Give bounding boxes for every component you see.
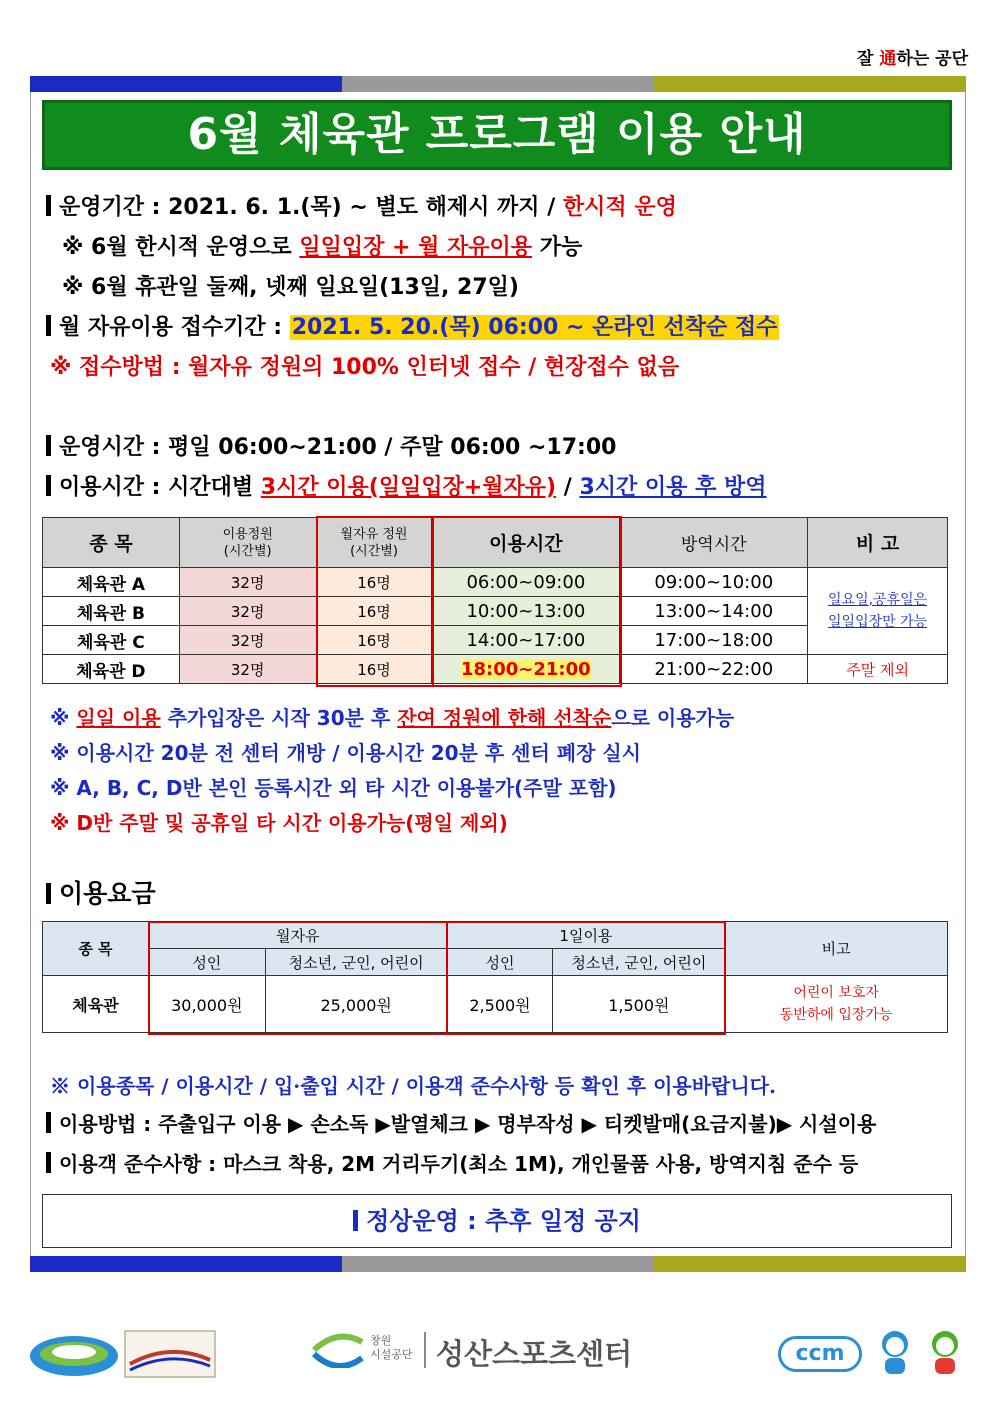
note-closed-days: ※ 6월 휴관일 둘째, 넷째 일요일(13일, 27일)	[62, 275, 519, 300]
operation-period: 운영기간 : 2021. 6. 1.(목) ~ 별도 해제시 까지 / 한시적 운영	[46, 190, 677, 221]
remark-2: ※ 이용시간 20분 전 센터 개방 / 이용시간 20분 후 센터 폐장 실시	[50, 741, 642, 765]
table-row: 체육관 A 32명 16명 06:00~09:00 09:00~10:00 일요일,공휴일은 일일입장만 가능	[43, 568, 948, 597]
mascot-green-icon	[922, 1328, 968, 1378]
remark-4: ※ D반 주말 및 공휴일 타 시간 이용가능(평일 제외)	[50, 811, 508, 835]
org-name: 창원 시설공단	[370, 1334, 413, 1361]
note-d: 주말 제외	[808, 655, 948, 684]
top-stripe	[30, 76, 966, 92]
registration-period: 월 자유이용 접수기간 : 2021. 5. 20.(목) 06:00 ~ 온라인 선착순 접수	[46, 310, 779, 341]
city-logo-icon	[28, 1330, 120, 1378]
header-free-capacity: 월자유 정원 (시간별)	[316, 518, 432, 568]
table-row: 체육관 B 32명 16명 10:00~13:00 13:00~14:00	[43, 597, 948, 626]
slogan: 잘 通하는 공단	[857, 49, 968, 69]
header-time: 이용시간	[432, 518, 620, 568]
highlight-box	[446, 921, 726, 1035]
procedure: 이용방법 : 주출입구 이용 ▶ 손소독 ▶발열체크 ▶ 명부작성 ▶ 티켓발매(요금지불)▶ 시설이용	[46, 1108, 876, 1137]
table-row: 체육관 C 32명 16명 14:00~17:00 17:00~18:00	[43, 626, 948, 655]
note-weekend: 일요일,공휴일은 일일입장만 가능	[808, 568, 948, 655]
fee-table: 종 목 월자유 1일이용 비고 성인 청소년, 군인, 어린이 성인 청소년, 군인, 어린이 체육관 30,000원 25,000원 2,500원 1,500원 어린이 보호자 동반하에 입장가능	[42, 921, 948, 1033]
confirm-note: ※ 이용종목 / 이용시간 / 입·출입 시간 / 이용객 준수사항 등 확인 후 이용바랍니다.	[50, 1074, 776, 1098]
center-name: 성산스포츠센터	[436, 1337, 633, 1371]
remark-3: ※ A, B, C, D반 본인 등록시간 외 타 시간 이용불가(주말 포함)	[50, 776, 617, 800]
highlight-box	[316, 516, 434, 687]
operating-hours: 운영시간 : 평일 06:00~21:00 / 주말 06:00 ~17:00	[46, 430, 616, 461]
normal-operation-notice: 정상운영 : 추후 일정 공지	[42, 1194, 952, 1248]
highlight-box	[432, 516, 622, 687]
header-capacity: 이용정원 (시간별)	[179, 518, 316, 568]
header-note: 비 고	[808, 518, 948, 568]
page-title: 6월 체육관 프로그램 이용 안내	[42, 100, 952, 170]
usage-time: 이용시간 : 시간대별 3시간 이용(일일입장+월자유) / 3시간 이용 후 방역	[46, 470, 767, 501]
certification-logo-icon	[124, 1330, 216, 1378]
footer	[0, 1322, 992, 1382]
fee-title: 이용요금	[46, 874, 156, 910]
registration-method: ※ 접수방법 : 월자유 정원의 100% 인터넷 접수 / 현장접수 없음	[50, 355, 680, 380]
mascot-blue-icon	[872, 1328, 918, 1378]
ccm-logo: ccm	[778, 1336, 862, 1372]
highlight-box	[148, 921, 448, 1035]
table-row: 체육관 30,000원 25,000원 2,500원 1,500원 어린이 보호자 동반하에 입장가능	[43, 976, 948, 1033]
divider	[424, 1332, 426, 1368]
note-temporary: ※ 6월 한시적 운영으로 일일입장 + 월 자유이용 가능	[62, 235, 583, 260]
gongdan-logo-icon	[310, 1332, 366, 1368]
rules: 이용객 준수사항 : 마스크 착용, 2M 거리두기(최소 1M), 개인물품 사용, 방역지침 준수 등	[46, 1148, 858, 1177]
remark-1: ※ 일일 이용 추가입장은 시작 30분 후 잔여 정원에 한해 선착순으로 이용가능	[50, 706, 735, 730]
table-row: 체육관 D 32명 16명 18:00~21:00 21:00~22:00 주말 제외	[43, 655, 948, 684]
bottom-stripe	[30, 1256, 966, 1272]
header-disinfect: 방역시간	[620, 518, 808, 568]
header-item: 종 목	[43, 518, 180, 568]
